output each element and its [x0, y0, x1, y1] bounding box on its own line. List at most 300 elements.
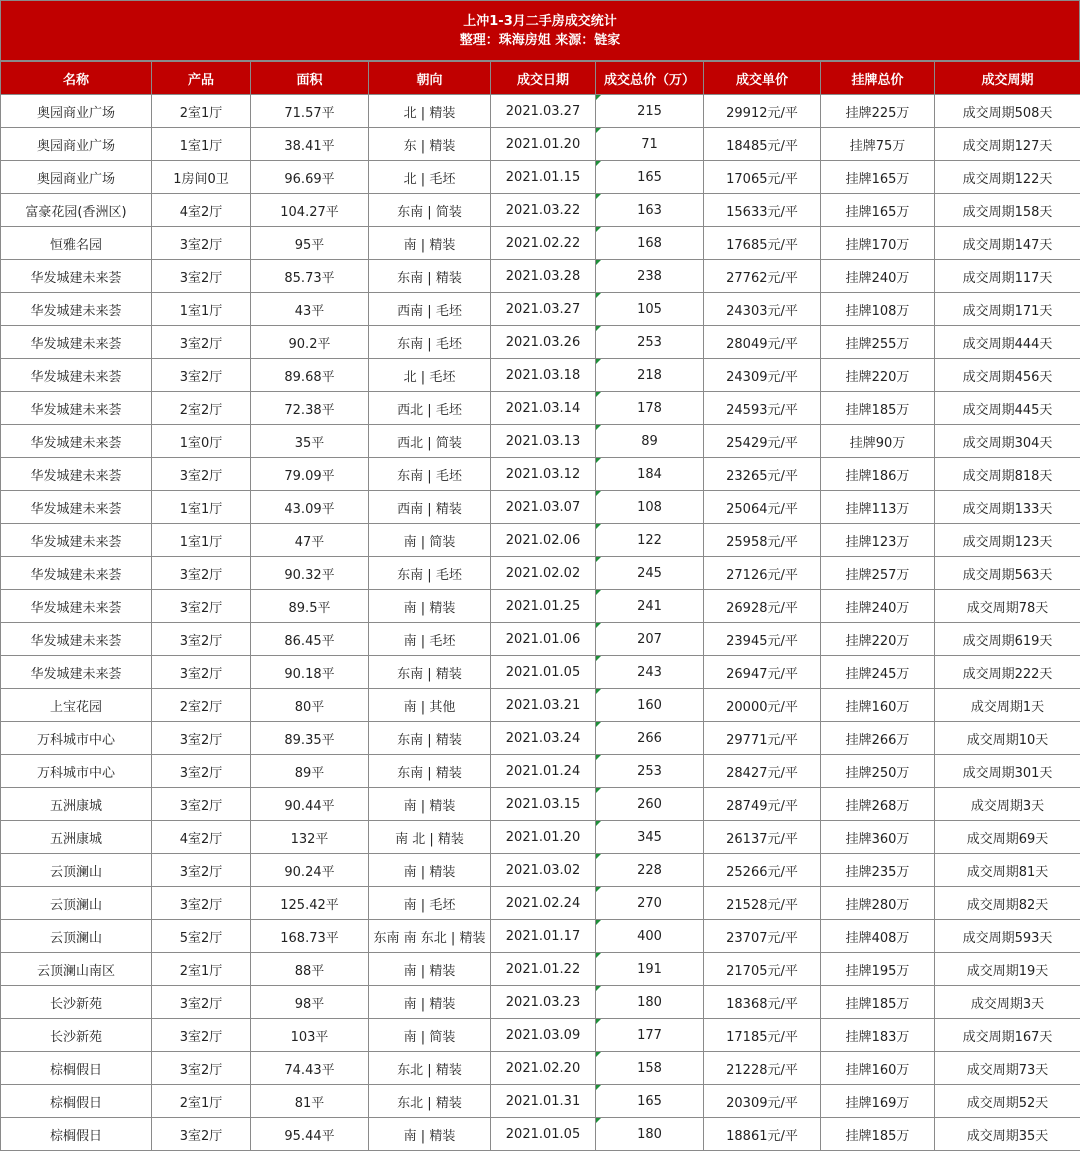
table-row — [1, 128, 1080, 161]
table-header-row — [1, 62, 1080, 95]
cell-deal-cycle: 成交周期69天 — [935, 821, 1080, 854]
cell-unit-price: 23265元/平 — [704, 458, 821, 491]
cell-listing-price: 挂牌170万 — [821, 227, 935, 260]
cell-deal-date: 2021.03.27 — [491, 95, 596, 128]
cell-orientation: 南 | 精装 — [369, 953, 491, 986]
column-header-unit-price: 成交单价 — [704, 62, 821, 95]
cell-layout: 3室2厅 — [152, 623, 251, 656]
cell-name: 华发城建未来荟 — [1, 425, 152, 458]
table-row — [1, 95, 1080, 128]
cell-unit-price: 18368元/平 — [704, 986, 821, 1019]
cell-deal-total: 241 — [596, 590, 704, 623]
cell-listing-price: 挂牌245万 — [821, 656, 935, 689]
table-row — [1, 953, 1080, 986]
cell-unit-price: 24303元/平 — [704, 293, 821, 326]
cell-listing-price: 挂牌123万 — [821, 524, 935, 557]
cell-name: 华发城建未来荟 — [1, 491, 152, 524]
cell-listing-price: 挂牌240万 — [821, 590, 935, 623]
cell-deal-date: 2021.01.06 — [491, 623, 596, 656]
cell-layout: 3室2厅 — [152, 1052, 251, 1085]
cell-layout: 3室2厅 — [152, 854, 251, 887]
table-row — [1, 1085, 1080, 1118]
cell-deal-date: 2021.03.09 — [491, 1019, 596, 1052]
cell-deal-date: 2021.01.17 — [491, 920, 596, 953]
cell-deal-cycle: 成交周期3天 — [935, 986, 1080, 1019]
cell-unit-price: 24593元/平 — [704, 392, 821, 425]
cell-area: 104.27平 — [251, 194, 369, 227]
cell-layout: 3室2厅 — [152, 590, 251, 623]
cell-listing-price: 挂牌183万 — [821, 1019, 935, 1052]
cell-layout: 2室1厅 — [152, 95, 251, 128]
cell-unit-price: 17185元/平 — [704, 1019, 821, 1052]
cell-deal-total: 160 — [596, 689, 704, 722]
cell-unit-price: 18861元/平 — [704, 1118, 821, 1151]
cell-deal-cycle: 成交周期19天 — [935, 953, 1080, 986]
cell-orientation: 南 北 | 精装 — [369, 821, 491, 854]
cell-name: 华发城建未来荟 — [1, 590, 152, 623]
cell-deal-total: 243 — [596, 656, 704, 689]
cell-deal-cycle: 成交周期117天 — [935, 260, 1080, 293]
cell-deal-cycle: 成交周期508天 — [935, 95, 1080, 128]
cell-orientation: 西北 | 毛坯 — [369, 392, 491, 425]
cell-deal-date: 2021.02.02 — [491, 557, 596, 590]
cell-listing-price: 挂牌165万 — [821, 161, 935, 194]
cell-layout: 4室2厅 — [152, 194, 251, 227]
cell-deal-total: 108 — [596, 491, 704, 524]
cell-layout: 2室2厅 — [152, 689, 251, 722]
cell-unit-price: 21705元/平 — [704, 953, 821, 986]
cell-deal-total: 89 — [596, 425, 704, 458]
column-header-layout: 产品 — [152, 62, 251, 95]
cell-area: 81平 — [251, 1085, 369, 1118]
table-row — [1, 689, 1080, 722]
cell-name: 恒雅名园 — [1, 227, 152, 260]
cell-deal-total: 270 — [596, 887, 704, 920]
cell-orientation: 东南 | 精装 — [369, 656, 491, 689]
cell-listing-price: 挂牌185万 — [821, 392, 935, 425]
cell-orientation: 东南 | 毛坯 — [369, 326, 491, 359]
cell-deal-date: 2021.01.15 — [491, 161, 596, 194]
table-row — [1, 1052, 1080, 1085]
cell-area: 96.69平 — [251, 161, 369, 194]
cell-unit-price: 28749元/平 — [704, 788, 821, 821]
cell-orientation: 东南 | 精装 — [369, 722, 491, 755]
cell-deal-date: 2021.01.31 — [491, 1085, 596, 1118]
cell-orientation: 东南 | 毛坯 — [369, 458, 491, 491]
table-row — [1, 1019, 1080, 1052]
table-row — [1, 293, 1080, 326]
column-header-listing-price: 挂牌总价 — [821, 62, 935, 95]
cell-deal-total: 180 — [596, 1118, 704, 1151]
cell-deal-date: 2021.03.15 — [491, 788, 596, 821]
cell-orientation: 南 | 精装 — [369, 788, 491, 821]
cell-layout: 5室2厅 — [152, 920, 251, 953]
cell-deal-total: 253 — [596, 326, 704, 359]
cell-area: 95平 — [251, 227, 369, 260]
cell-deal-total: 215 — [596, 95, 704, 128]
cell-listing-price: 挂牌266万 — [821, 722, 935, 755]
cell-listing-price: 挂牌108万 — [821, 293, 935, 326]
table-row — [1, 1118, 1080, 1151]
cell-listing-price: 挂牌250万 — [821, 755, 935, 788]
cell-orientation: 南 | 简装 — [369, 1019, 491, 1052]
table-body — [1, 95, 1080, 1151]
cell-layout: 3室2厅 — [152, 458, 251, 491]
cell-layout: 3室2厅 — [152, 656, 251, 689]
cell-area: 89.5平 — [251, 590, 369, 623]
cell-deal-total: 245 — [596, 557, 704, 590]
cell-name: 万科城市中心 — [1, 755, 152, 788]
cell-orientation: 南 | 精装 — [369, 1118, 491, 1151]
cell-name: 奥园商业广场 — [1, 161, 152, 194]
cell-area: 71.57平 — [251, 95, 369, 128]
table-row — [1, 854, 1080, 887]
table-row — [1, 524, 1080, 557]
table-row — [1, 458, 1080, 491]
cell-name: 华发城建未来荟 — [1, 392, 152, 425]
cell-unit-price: 29771元/平 — [704, 722, 821, 755]
cell-area: 90.18平 — [251, 656, 369, 689]
cell-deal-date: 2021.03.27 — [491, 293, 596, 326]
cell-area: 95.44平 — [251, 1118, 369, 1151]
cell-deal-date: 2021.01.05 — [491, 1118, 596, 1151]
cell-orientation: 东 | 精装 — [369, 128, 491, 161]
cell-listing-price: 挂牌257万 — [821, 557, 935, 590]
cell-deal-date: 2021.03.18 — [491, 359, 596, 392]
cell-area: 74.43平 — [251, 1052, 369, 1085]
cell-area: 168.73平 — [251, 920, 369, 953]
cell-deal-cycle: 成交周期171天 — [935, 293, 1080, 326]
cell-deal-cycle: 成交周期122天 — [935, 161, 1080, 194]
cell-layout: 3室2厅 — [152, 887, 251, 920]
cell-listing-price: 挂牌113万 — [821, 491, 935, 524]
cell-orientation: 南 | 毛坯 — [369, 623, 491, 656]
cell-listing-price: 挂牌185万 — [821, 1118, 935, 1151]
cell-name: 华发城建未来荟 — [1, 656, 152, 689]
cell-name: 华发城建未来荟 — [1, 524, 152, 557]
cell-listing-price: 挂牌165万 — [821, 194, 935, 227]
cell-layout: 3室2厅 — [152, 326, 251, 359]
cell-orientation: 东南 | 简装 — [369, 194, 491, 227]
cell-name: 棕榈假日 — [1, 1052, 152, 1085]
cell-listing-price: 挂牌169万 — [821, 1085, 935, 1118]
cell-deal-date: 2021.03.13 — [491, 425, 596, 458]
cell-unit-price: 20000元/平 — [704, 689, 821, 722]
table-row — [1, 590, 1080, 623]
column-header-deal-date: 成交日期 — [491, 62, 596, 95]
cell-area: 38.41平 — [251, 128, 369, 161]
cell-unit-price: 27126元/平 — [704, 557, 821, 590]
cell-unit-price: 29912元/平 — [704, 95, 821, 128]
cell-name: 奥园商业广场 — [1, 95, 152, 128]
cell-deal-total: 345 — [596, 821, 704, 854]
cell-listing-price: 挂牌220万 — [821, 359, 935, 392]
cell-orientation: 东南 | 毛坯 — [369, 557, 491, 590]
cell-orientation: 东南 南 东北 | 精装 — [369, 920, 491, 953]
table-row — [1, 656, 1080, 689]
cell-deal-total: 218 — [596, 359, 704, 392]
table-row — [1, 755, 1080, 788]
cell-orientation: 东北 | 精装 — [369, 1052, 491, 1085]
cell-deal-date: 2021.03.02 — [491, 854, 596, 887]
cell-deal-total: 400 — [596, 920, 704, 953]
table-row — [1, 557, 1080, 590]
table-row — [1, 788, 1080, 821]
cell-deal-cycle: 成交周期1天 — [935, 689, 1080, 722]
cell-deal-cycle: 成交周期73天 — [935, 1052, 1080, 1085]
cell-area: 90.24平 — [251, 854, 369, 887]
cell-deal-cycle: 成交周期456天 — [935, 359, 1080, 392]
cell-layout: 1室1厅 — [152, 293, 251, 326]
cell-orientation: 西南 | 毛坯 — [369, 293, 491, 326]
cell-deal-total: 168 — [596, 227, 704, 260]
title-bar — [0, 0, 1080, 61]
cell-name: 长沙新苑 — [1, 1019, 152, 1052]
cell-area: 43平 — [251, 293, 369, 326]
cell-unit-price: 18485元/平 — [704, 128, 821, 161]
cell-orientation: 南 | 精装 — [369, 227, 491, 260]
cell-unit-price: 23945元/平 — [704, 623, 821, 656]
cell-unit-price: 28427元/平 — [704, 755, 821, 788]
cell-listing-price: 挂牌160万 — [821, 1052, 935, 1085]
cell-name: 华发城建未来荟 — [1, 326, 152, 359]
cell-unit-price: 27762元/平 — [704, 260, 821, 293]
cell-name: 云顶澜山南区 — [1, 953, 152, 986]
cell-deal-cycle: 成交周期593天 — [935, 920, 1080, 953]
cell-deal-total: 177 — [596, 1019, 704, 1052]
cell-orientation: 东南 | 精装 — [369, 260, 491, 293]
cell-deal-date: 2021.03.12 — [491, 458, 596, 491]
cell-deal-cycle: 成交周期158天 — [935, 194, 1080, 227]
cell-name: 奥园商业广场 — [1, 128, 152, 161]
cell-unit-price: 17065元/平 — [704, 161, 821, 194]
table-row — [1, 821, 1080, 854]
cell-deal-cycle: 成交周期301天 — [935, 755, 1080, 788]
cell-layout: 2室1厅 — [152, 1085, 251, 1118]
table-row — [1, 986, 1080, 1019]
cell-name: 万科城市中心 — [1, 722, 152, 755]
cell-area: 90.44平 — [251, 788, 369, 821]
cell-deal-total: 178 — [596, 392, 704, 425]
cell-deal-cycle: 成交周期133天 — [935, 491, 1080, 524]
cell-unit-price: 15633元/平 — [704, 194, 821, 227]
cell-orientation: 北 | 毛坯 — [369, 161, 491, 194]
cell-area: 72.38平 — [251, 392, 369, 425]
table-row — [1, 722, 1080, 755]
cell-name: 云顶澜山 — [1, 920, 152, 953]
cell-deal-date: 2021.02.06 — [491, 524, 596, 557]
cell-listing-price: 挂牌240万 — [821, 260, 935, 293]
cell-name: 华发城建未来荟 — [1, 260, 152, 293]
cell-deal-cycle: 成交周期563天 — [935, 557, 1080, 590]
cell-name: 棕榈假日 — [1, 1085, 152, 1118]
cell-unit-price: 28049元/平 — [704, 326, 821, 359]
table-row — [1, 920, 1080, 953]
cell-listing-price: 挂牌185万 — [821, 986, 935, 1019]
cell-deal-cycle: 成交周期619天 — [935, 623, 1080, 656]
cell-listing-price: 挂牌360万 — [821, 821, 935, 854]
column-header-area: 面积 — [251, 62, 369, 95]
cell-deal-date: 2021.03.26 — [491, 326, 596, 359]
cell-deal-cycle: 成交周期123天 — [935, 524, 1080, 557]
cell-area: 90.2平 — [251, 326, 369, 359]
cell-layout: 3室2厅 — [152, 260, 251, 293]
cell-area: 80平 — [251, 689, 369, 722]
cell-name: 云顶澜山 — [1, 854, 152, 887]
cell-deal-date: 2021.02.20 — [491, 1052, 596, 1085]
cell-name: 华发城建未来荟 — [1, 557, 152, 590]
cell-name: 华发城建未来荟 — [1, 359, 152, 392]
cell-unit-price: 26137元/平 — [704, 821, 821, 854]
cell-deal-cycle: 成交周期10天 — [935, 722, 1080, 755]
cell-layout: 1房间0卫 — [152, 161, 251, 194]
cell-layout: 1室1厅 — [152, 128, 251, 161]
cell-orientation: 南 | 简装 — [369, 524, 491, 557]
cell-unit-price: 21228元/平 — [704, 1052, 821, 1085]
cell-unit-price: 26928元/平 — [704, 590, 821, 623]
column-header-deal-total: 成交总价（万） — [596, 62, 704, 95]
table-row — [1, 161, 1080, 194]
table-row — [1, 359, 1080, 392]
table-row — [1, 623, 1080, 656]
cell-deal-date: 2021.03.28 — [491, 260, 596, 293]
cell-deal-date: 2021.01.22 — [491, 953, 596, 986]
cell-deal-cycle: 成交周期444天 — [935, 326, 1080, 359]
cell-deal-date: 2021.01.05 — [491, 656, 596, 689]
cell-layout: 2室2厅 — [152, 392, 251, 425]
cell-orientation: 南 | 其他 — [369, 689, 491, 722]
cell-name: 长沙新苑 — [1, 986, 152, 1019]
cell-deal-total: 71 — [596, 128, 704, 161]
cell-deal-total: 228 — [596, 854, 704, 887]
cell-deal-cycle: 成交周期81天 — [935, 854, 1080, 887]
cell-deal-date: 2021.03.14 — [491, 392, 596, 425]
cell-orientation: 东北 | 精装 — [369, 1085, 491, 1118]
cell-unit-price: 21528元/平 — [704, 887, 821, 920]
cell-area: 86.45平 — [251, 623, 369, 656]
cell-layout: 2室1厅 — [152, 953, 251, 986]
cell-deal-total: 191 — [596, 953, 704, 986]
cell-area: 89.35平 — [251, 722, 369, 755]
cell-listing-price: 挂牌90万 — [821, 425, 935, 458]
table-row — [1, 194, 1080, 227]
cell-layout: 1室1厅 — [152, 524, 251, 557]
table-row — [1, 392, 1080, 425]
cell-layout: 3室2厅 — [152, 557, 251, 590]
cell-deal-date: 2021.03.22 — [491, 194, 596, 227]
cell-listing-price: 挂牌75万 — [821, 128, 935, 161]
cell-unit-price: 26947元/平 — [704, 656, 821, 689]
cell-unit-price: 25429元/平 — [704, 425, 821, 458]
cell-name: 富豪花园(香洲区) — [1, 194, 152, 227]
cell-deal-total: 266 — [596, 722, 704, 755]
cell-area: 89平 — [251, 755, 369, 788]
table-row — [1, 227, 1080, 260]
cell-deal-total: 158 — [596, 1052, 704, 1085]
cell-deal-cycle: 成交周期35天 — [935, 1118, 1080, 1151]
cell-deal-total: 253 — [596, 755, 704, 788]
cell-orientation: 南 | 精装 — [369, 854, 491, 887]
cell-unit-price: 20309元/平 — [704, 1085, 821, 1118]
cell-name: 五洲康城 — [1, 821, 152, 854]
cell-area: 43.09平 — [251, 491, 369, 524]
cell-name: 华发城建未来荟 — [1, 458, 152, 491]
cell-listing-price: 挂牌280万 — [821, 887, 935, 920]
cell-area: 98平 — [251, 986, 369, 1019]
cell-deal-cycle: 成交周期127天 — [935, 128, 1080, 161]
table-row — [1, 425, 1080, 458]
cell-layout: 3室2厅 — [152, 359, 251, 392]
cell-layout: 3室2厅 — [152, 755, 251, 788]
column-header-deal-cycle: 成交周期 — [935, 62, 1080, 95]
cell-unit-price: 25266元/平 — [704, 854, 821, 887]
cell-deal-cycle: 成交周期82天 — [935, 887, 1080, 920]
cell-listing-price: 挂牌225万 — [821, 95, 935, 128]
cell-deal-date: 2021.01.20 — [491, 128, 596, 161]
cell-layout: 1室1厅 — [152, 491, 251, 524]
cell-layout: 3室2厅 — [152, 227, 251, 260]
cell-deal-total: 165 — [596, 1085, 704, 1118]
cell-orientation: 南 | 精装 — [369, 986, 491, 1019]
cell-deal-date: 2021.01.20 — [491, 821, 596, 854]
cell-listing-price: 挂牌195万 — [821, 953, 935, 986]
cell-deal-date: 2021.03.21 — [491, 689, 596, 722]
cell-deal-cycle: 成交周期167天 — [935, 1019, 1080, 1052]
cell-listing-price: 挂牌186万 — [821, 458, 935, 491]
cell-deal-total: 122 — [596, 524, 704, 557]
cell-deal-cycle: 成交周期52天 — [935, 1085, 1080, 1118]
cell-deal-total: 238 — [596, 260, 704, 293]
cell-deal-date: 2021.03.24 — [491, 722, 596, 755]
cell-deal-date: 2021.03.07 — [491, 491, 596, 524]
cell-layout: 4室2厅 — [152, 821, 251, 854]
cell-listing-price: 挂牌235万 — [821, 854, 935, 887]
cell-layout: 3室2厅 — [152, 722, 251, 755]
cell-area: 125.42平 — [251, 887, 369, 920]
cell-area: 89.68平 — [251, 359, 369, 392]
cell-layout: 1室0厅 — [152, 425, 251, 458]
cell-name: 棕榈假日 — [1, 1118, 152, 1151]
cell-deal-cycle: 成交周期818天 — [935, 458, 1080, 491]
cell-deal-date: 2021.01.24 — [491, 755, 596, 788]
cell-orientation: 北 | 毛坯 — [369, 359, 491, 392]
cell-deal-date: 2021.01.25 — [491, 590, 596, 623]
cell-name: 云顶澜山 — [1, 887, 152, 920]
cell-deal-date: 2021.02.24 — [491, 887, 596, 920]
cell-listing-price: 挂牌408万 — [821, 920, 935, 953]
cell-unit-price: 23707元/平 — [704, 920, 821, 953]
cell-orientation: 西北 | 简装 — [369, 425, 491, 458]
cell-deal-total: 105 — [596, 293, 704, 326]
cell-orientation: 北 | 精装 — [369, 95, 491, 128]
cell-orientation: 东南 | 精装 — [369, 755, 491, 788]
cell-name: 五洲康城 — [1, 788, 152, 821]
cell-layout: 3室2厅 — [152, 1118, 251, 1151]
cell-deal-total: 184 — [596, 458, 704, 491]
table-row — [1, 491, 1080, 524]
cell-area: 88平 — [251, 953, 369, 986]
cell-deal-total: 180 — [596, 986, 704, 1019]
cell-listing-price: 挂牌268万 — [821, 788, 935, 821]
cell-orientation: 西南 | 精装 — [369, 491, 491, 524]
cell-deal-cycle: 成交周期3天 — [935, 788, 1080, 821]
cell-deal-total: 163 — [596, 194, 704, 227]
cell-name: 华发城建未来荟 — [1, 293, 152, 326]
cell-area: 79.09平 — [251, 458, 369, 491]
cell-listing-price: 挂牌160万 — [821, 689, 935, 722]
cell-area: 47平 — [251, 524, 369, 557]
cell-layout: 3室2厅 — [152, 788, 251, 821]
